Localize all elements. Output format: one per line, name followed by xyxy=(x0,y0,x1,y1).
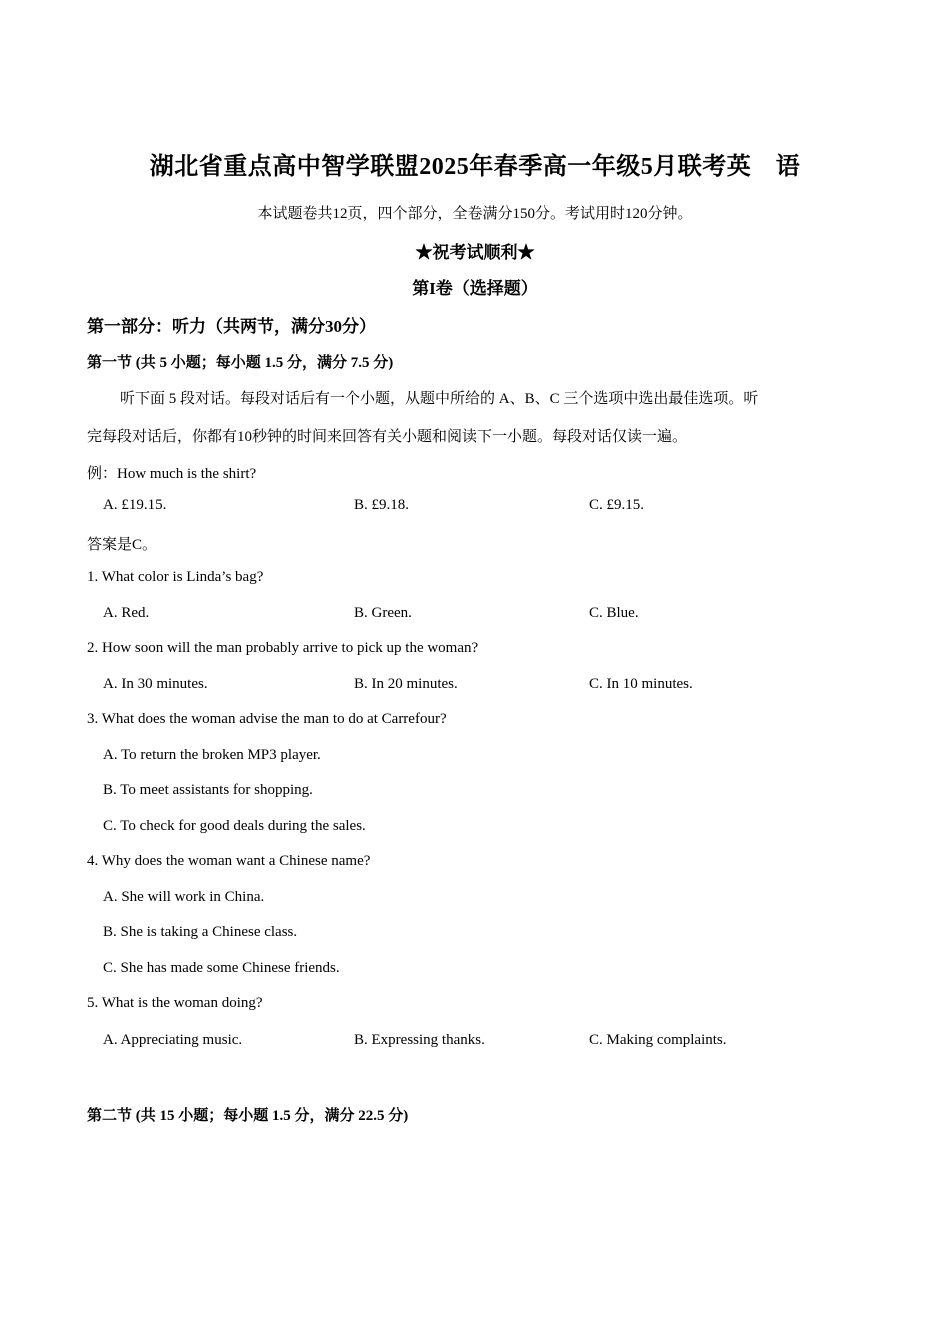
question-2-option-a: A. In 30 minutes. xyxy=(103,676,208,692)
question-1-option-a: A. Red. xyxy=(103,605,150,621)
question-1-stem: 1. What color is Linda’s bag? xyxy=(87,569,264,585)
example-option-c: C. £9.15. xyxy=(589,497,645,513)
part1-heading: 第一部分：听力（共两节，满分30分） xyxy=(87,317,376,336)
example-question: 例：How much is the shirt? xyxy=(87,466,257,482)
question-3-stem: 3. What does the woman advise the man to do at Carrefour? xyxy=(87,711,447,727)
question-1-option-b: B. Green. xyxy=(354,605,412,621)
question-2-option-c: C. In 10 minutes. xyxy=(589,676,693,692)
example-answer: 答案是C。 xyxy=(87,537,158,553)
example-option-b: B. £9.18. xyxy=(354,497,410,513)
exam-title: 湖北省重点高中智学联盟2025年春季高一年级5月联考英 语 xyxy=(149,154,801,180)
section2-heading: 第二节 (共 15 小题；每小题 1.5 分，满分 22.5 分) xyxy=(87,1108,409,1124)
question-2-option-b: B. In 20 minutes. xyxy=(354,676,458,692)
volume-heading: 第I卷（选择题） xyxy=(412,279,538,298)
question-5-option-c: C. Making complaints. xyxy=(589,1032,727,1048)
question-4-option-c: C. She has made some Chinese friends. xyxy=(103,960,340,976)
instruction-line-1: 听下面 5 段对话。每段对话后有一个小题，从题中所给的 A、B、C 三个选项中选出最佳选项。听 xyxy=(120,391,759,407)
question-5-option-b: B. Expressing thanks. xyxy=(354,1032,485,1048)
question-3-option-a: A. To return the broken MP3 player. xyxy=(103,747,321,763)
question-4-option-a: A. She will work in China. xyxy=(103,889,265,905)
blessing: ★祝考试顺利★ xyxy=(415,243,535,262)
section1-heading: 第一节 (共 5 小题；每小题 1.5 分，满分 7.5 分) xyxy=(87,355,394,371)
instruction-line-2: 完每段对话后，你都有10秒钟的时间来回答有关小题和阅读下一小题。每段对话仅读一遍。 xyxy=(87,429,688,445)
question-3-option-c: C. To check for good deals during the sales. xyxy=(103,818,366,834)
question-2-stem: 2. How soon will the man probably arrive to pick up the woman? xyxy=(87,640,479,656)
question-3-option-b: B. To meet assistants for shopping. xyxy=(103,782,313,798)
question-5-option-a: A. Appreciating music. xyxy=(103,1032,243,1048)
question-4-option-b: B. She is taking a Chinese class. xyxy=(103,924,298,940)
exam-intro: 本试题卷共12页，四个部分，全卷满分150分。考试用时120分钟。 xyxy=(257,206,693,222)
question-5-stem: 5. What is the woman doing? xyxy=(87,995,263,1011)
example-option-a: A. £19.15. xyxy=(103,497,167,513)
question-1-option-c: C. Blue. xyxy=(589,605,639,621)
question-4-stem: 4. Why does the woman want a Chinese name? xyxy=(87,853,371,869)
